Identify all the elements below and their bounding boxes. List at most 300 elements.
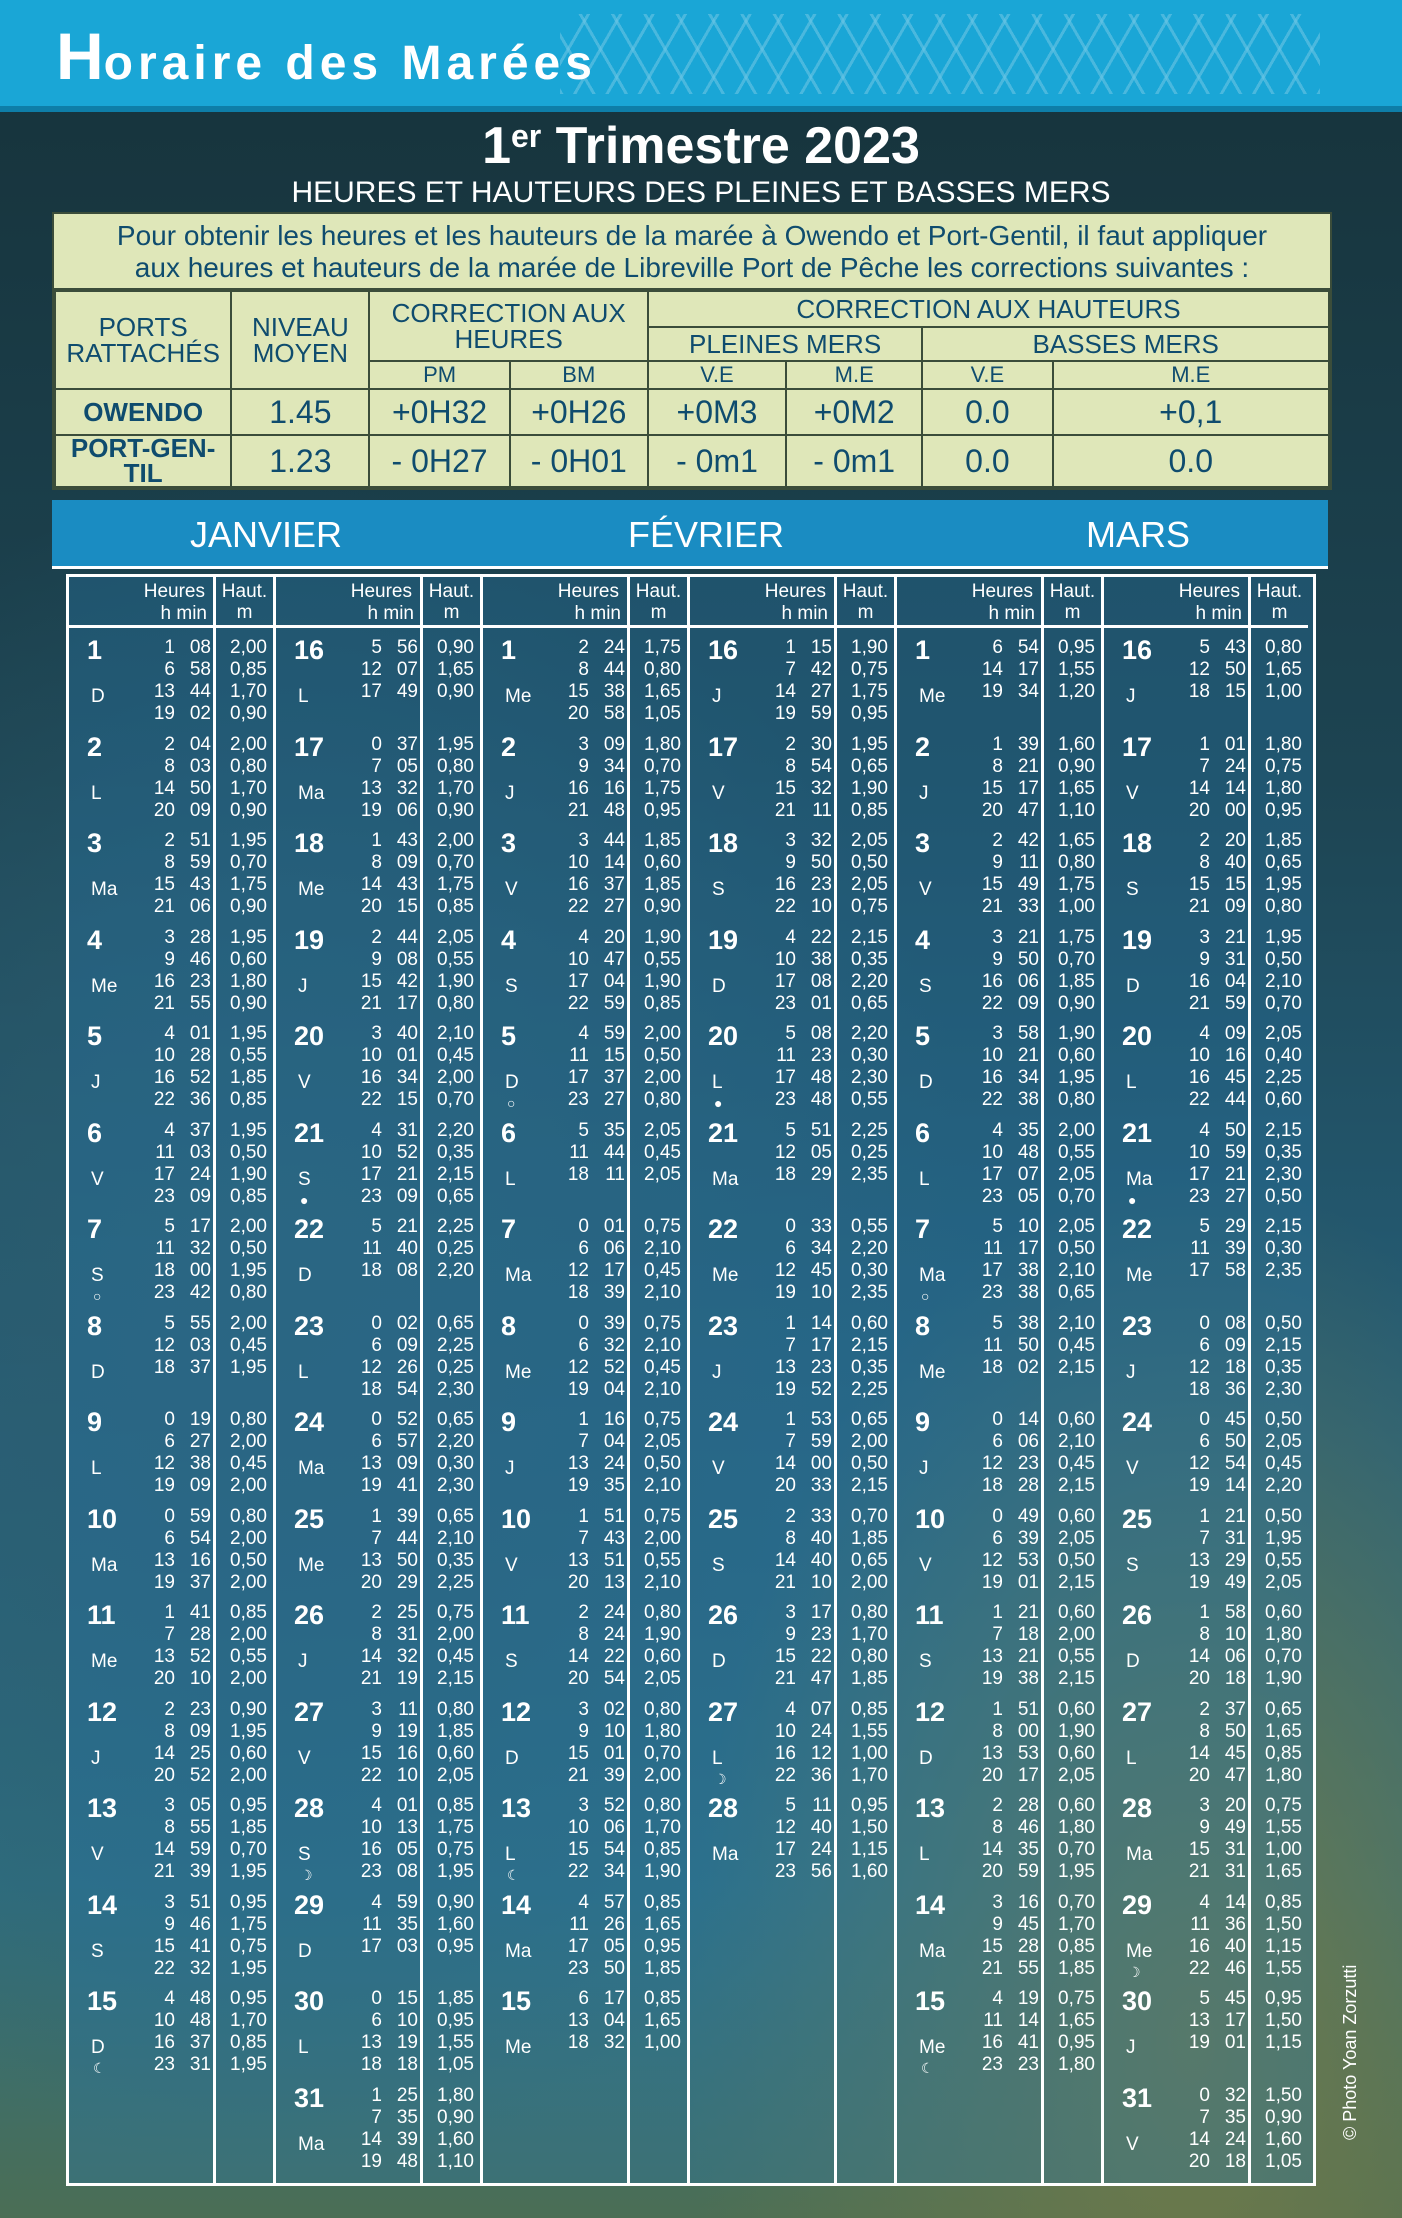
day-entry bbox=[897, 1403, 1101, 1500]
day-entry bbox=[1104, 1693, 1308, 1790]
tide-minute: 42 bbox=[810, 659, 832, 680]
tide-hour: 4 bbox=[992, 1119, 1003, 1141]
weekday: Ma bbox=[298, 1458, 325, 1479]
tide-height: 0,50 bbox=[1265, 948, 1302, 970]
tide-row bbox=[1154, 896, 1350, 918]
tide-row bbox=[1154, 1431, 1350, 1453]
weekday: Ma bbox=[505, 1940, 532, 1962]
day-entry bbox=[483, 1693, 687, 1790]
tide-minute: 17 bbox=[1017, 659, 1039, 680]
tide-height: 0,55 bbox=[1058, 1141, 1095, 1163]
tide-minute: 09 bbox=[396, 1334, 418, 1356]
weekday: S bbox=[712, 1554, 725, 1576]
tide-minute: 11 bbox=[605, 1163, 625, 1185]
day-entry bbox=[69, 1210, 273, 1307]
tide-height: 2,30 bbox=[1265, 1378, 1302, 1400]
haut-label: Haut. bbox=[1256, 581, 1303, 602]
weekday: D bbox=[91, 686, 105, 707]
tide-minute: 52 bbox=[396, 1409, 418, 1430]
tide-minute: 39 bbox=[396, 2128, 418, 2150]
heures-label: Heures bbox=[1178, 581, 1240, 602]
day-entry bbox=[690, 631, 894, 728]
day-number: 19 bbox=[294, 924, 325, 955]
tide-minute: 37 bbox=[603, 874, 625, 895]
tide-minute: 35 bbox=[603, 1475, 625, 1496]
tide-hour: 9 bbox=[785, 852, 796, 873]
weekday: S bbox=[712, 879, 725, 900]
tide-height: 1,95 bbox=[1265, 926, 1302, 948]
tide-hour: 2 bbox=[371, 1602, 382, 1623]
header-bar bbox=[0, 0, 1402, 112]
tide-minute: 34 bbox=[1017, 1067, 1039, 1088]
day-entry bbox=[69, 1017, 273, 1114]
tide-height: 0,60 bbox=[1058, 1602, 1095, 1623]
tide-hour: 14 bbox=[360, 1646, 382, 1667]
tide-hour: 10 bbox=[153, 2010, 175, 2031]
weekday: L bbox=[712, 1747, 723, 1769]
tide-hour: 1 bbox=[371, 2084, 382, 2106]
tide-hour: 1 bbox=[992, 1698, 1003, 1720]
tide-height: 2,10 bbox=[644, 1238, 681, 1259]
tide-hour: 0 bbox=[1199, 1312, 1210, 1334]
tide-hour: 11 bbox=[569, 1913, 589, 1935]
tide-minute: 58 bbox=[189, 659, 211, 680]
tide-hour: 6 bbox=[578, 1334, 589, 1356]
tide-minute: 35 bbox=[1017, 1119, 1039, 1141]
tide-minute: 01 bbox=[1224, 2032, 1246, 2053]
tide-hour: 0 bbox=[371, 733, 382, 755]
tide-height: 1,80 bbox=[1265, 777, 1302, 799]
tide-height: 0,95 bbox=[230, 1795, 267, 1816]
tide-minute: 46 bbox=[1224, 1957, 1246, 1979]
tide-hour: 23 bbox=[360, 1185, 382, 1207]
tide-height: 0,85 bbox=[851, 1698, 888, 1720]
tide-height: 1,05 bbox=[437, 2054, 474, 2075]
tide-hour: 19 bbox=[1188, 1571, 1210, 1593]
tide-hour: 2 bbox=[371, 926, 382, 948]
tide-minute: 59 bbox=[189, 1839, 211, 1860]
tide-row bbox=[1154, 756, 1350, 778]
tide-height: 1,70 bbox=[851, 1624, 888, 1645]
month-mars: MARS bbox=[1086, 514, 1191, 555]
tide-hour: 4 bbox=[1199, 1119, 1210, 1141]
tide-hour: 2 bbox=[785, 1505, 796, 1527]
tide-hour: 0 bbox=[578, 1312, 589, 1334]
tide-height: 0,95 bbox=[437, 2010, 474, 2031]
tide-hour: 19 bbox=[981, 1571, 1003, 1593]
tide-minute: 55 bbox=[189, 992, 211, 1014]
weekday: S bbox=[91, 1940, 104, 1962]
tide-minute: 16 bbox=[189, 1549, 211, 1571]
tide-height: 0,90 bbox=[230, 799, 267, 821]
day-entry bbox=[690, 1500, 894, 1597]
tide-minute: 08 bbox=[189, 637, 211, 658]
tide-hour: 13 bbox=[567, 1549, 589, 1571]
tide-minute: 17 bbox=[1017, 1764, 1039, 1786]
tide-row bbox=[1154, 830, 1350, 852]
weekday: L bbox=[298, 1361, 309, 1383]
weekday: L bbox=[505, 1168, 516, 1190]
tide-height: 1,95 bbox=[230, 830, 267, 851]
tide-minute: 33 bbox=[810, 1475, 832, 1496]
tide-minute: 31 bbox=[1224, 1527, 1246, 1549]
tide-height: 1,80 bbox=[644, 1720, 681, 1742]
tide-height: 0,50 bbox=[1265, 1409, 1302, 1430]
tide-height: 0,75 bbox=[644, 1216, 681, 1237]
tide-row bbox=[1154, 1186, 1350, 1208]
day-entry bbox=[69, 1982, 273, 2079]
day-number: 19 bbox=[708, 924, 739, 955]
tide-minute: 31 bbox=[396, 1119, 418, 1141]
tide-minute: 59 bbox=[603, 1023, 625, 1044]
tide-height: 2,10 bbox=[437, 1023, 474, 1044]
tide-height: 1,60 bbox=[1265, 2128, 1302, 2150]
tide-minute: 05 bbox=[189, 1795, 211, 1816]
tide-minute: 17 bbox=[603, 1260, 625, 1281]
tide-minute: 48 bbox=[1017, 1141, 1039, 1163]
tide-minute: 39 bbox=[396, 1505, 418, 1527]
tide-minute: 14 bbox=[1224, 1891, 1246, 1913]
tide-hour: 19 bbox=[567, 1475, 589, 1496]
tide-minute: 06 bbox=[603, 1238, 625, 1259]
tide-hour: 10 bbox=[360, 1045, 382, 1066]
day-number: 20 bbox=[708, 1021, 739, 1051]
tide-height: 2,15 bbox=[1058, 1571, 1095, 1593]
tide-minute: 46 bbox=[189, 1913, 211, 1935]
tide-height: 0,50 bbox=[1265, 1185, 1302, 1207]
tide-minute: 06 bbox=[1224, 1646, 1246, 1667]
day-entry bbox=[69, 728, 273, 825]
tide-height: 0,55 bbox=[851, 1089, 888, 1110]
month-bar bbox=[52, 500, 1328, 569]
tide-height: 1,85 bbox=[1058, 970, 1095, 992]
hmin-label: h min bbox=[367, 603, 414, 624]
tide-height: 2,15 bbox=[1058, 1356, 1095, 1378]
tide-height: 0,75 bbox=[644, 1409, 681, 1430]
tide-height: 2,05 bbox=[1265, 1023, 1302, 1044]
day-entry bbox=[276, 1693, 480, 1790]
tide-hour: 12 bbox=[360, 1356, 382, 1378]
tide-row bbox=[1154, 949, 1350, 971]
tide-hour: 2 bbox=[992, 1795, 1003, 1816]
tide-height: 2,10 bbox=[1265, 970, 1302, 992]
tide-height: 0,45 bbox=[644, 1260, 681, 1281]
tide-minute: 21 bbox=[1224, 1505, 1246, 1527]
tide-height: 2,20 bbox=[851, 1238, 888, 1259]
tide-hour: 17 bbox=[1188, 1163, 1210, 1185]
tide-hour: 13 bbox=[1188, 2010, 1210, 2031]
tide-height: 2,10 bbox=[644, 1282, 681, 1303]
tide-minute: 35 bbox=[1017, 1839, 1039, 1860]
tide-hour: 21 bbox=[1188, 992, 1210, 1014]
tide-height: 0,50 bbox=[644, 1045, 681, 1066]
tide-row bbox=[1154, 1892, 1350, 1914]
tide-hour: 16 bbox=[153, 2032, 175, 2053]
tide-height: 0,85 bbox=[1265, 1742, 1302, 1764]
tide-hour: 18 bbox=[981, 1356, 1003, 1378]
tide-minute: 27 bbox=[603, 896, 625, 917]
tide-minute: 32 bbox=[603, 1334, 625, 1356]
day-number: 22 bbox=[1122, 1214, 1153, 1244]
m-label: m bbox=[1271, 602, 1288, 623]
tide-height: 0,95 bbox=[851, 1795, 888, 1816]
tide-hour: 12 bbox=[153, 1334, 175, 1356]
tide-height: 1,50 bbox=[851, 1817, 888, 1838]
day-entry bbox=[69, 1789, 273, 1886]
tide-minute: 21 bbox=[1224, 926, 1246, 948]
weekday: Me bbox=[712, 1265, 739, 1286]
tide-minute: 31 bbox=[1224, 948, 1246, 970]
tide-hour: 12 bbox=[153, 1453, 175, 1474]
tide-hour: 16 bbox=[567, 874, 589, 895]
tide-minute: 37 bbox=[1224, 1698, 1246, 1720]
day-entry bbox=[690, 1210, 894, 1307]
tide-hour: 12 bbox=[1188, 1356, 1210, 1378]
haut-label: Haut. bbox=[635, 581, 682, 602]
tide-height: 0,75 bbox=[437, 1602, 474, 1623]
tide-hour: 8 bbox=[164, 1720, 175, 1742]
tide-hour: 9 bbox=[992, 948, 1003, 970]
tide-height: 2,35 bbox=[851, 1163, 888, 1185]
tide-minute: 08 bbox=[396, 1861, 418, 1882]
tide-hour: 4 bbox=[164, 1023, 175, 1044]
tide-hour: 8 bbox=[164, 852, 175, 873]
tide-hour: 17 bbox=[981, 1163, 1003, 1185]
tide-minute: 40 bbox=[1224, 852, 1246, 873]
weekday: Ma bbox=[1126, 1168, 1153, 1190]
tide-hour: 21 bbox=[981, 896, 1003, 917]
tide-height: 0,50 bbox=[644, 1453, 681, 1474]
tide-minute: 38 bbox=[189, 1453, 211, 1474]
tide-minute: 10 bbox=[810, 1282, 832, 1303]
weekday: L bbox=[712, 1072, 723, 1093]
tide-hour: 23 bbox=[774, 1861, 796, 1882]
tide-hour: 6 bbox=[992, 1527, 1003, 1549]
tide-height: 1,50 bbox=[1265, 2084, 1302, 2106]
tide-hour: 11 bbox=[155, 1238, 175, 1259]
tide-height: 0,70 bbox=[644, 1742, 681, 1764]
tide-minute: 04 bbox=[603, 970, 625, 992]
day-entry bbox=[1104, 1500, 1308, 1597]
day-entry bbox=[276, 1886, 480, 1983]
tide-height: 0,60 bbox=[1058, 1742, 1095, 1764]
tide-hour: 14 bbox=[1188, 1742, 1210, 1764]
day-number: 25 bbox=[1122, 1503, 1153, 1534]
tide-height: 0,65 bbox=[851, 1409, 888, 1430]
tide-minute: 14 bbox=[1017, 1409, 1039, 1430]
tide-minute: 51 bbox=[810, 1119, 832, 1141]
weekday: D bbox=[1126, 1651, 1140, 1672]
tide-hour: 4 bbox=[578, 1891, 589, 1913]
tide-hour: 4 bbox=[371, 1891, 382, 1913]
tide-height: 1,95 bbox=[230, 1119, 267, 1141]
tide-height: 2,00 bbox=[230, 733, 267, 755]
day-number: 13 bbox=[501, 1793, 532, 1823]
tide-height: 1,10 bbox=[1058, 799, 1095, 821]
tide-height: 1,80 bbox=[1265, 1624, 1302, 1645]
tide-minute: 09 bbox=[396, 852, 418, 873]
tide-hour: 14 bbox=[774, 1549, 796, 1571]
weekday: J bbox=[919, 1458, 929, 1479]
tide-height: 2,00 bbox=[230, 1668, 267, 1689]
day-number: 15 bbox=[501, 1986, 532, 2016]
header-bs-ve: V.E bbox=[922, 361, 1052, 389]
tide-hour: 10 bbox=[567, 948, 589, 970]
tide-row bbox=[1154, 2129, 1350, 2151]
tide-minute: 22 bbox=[810, 926, 832, 948]
day-number: 31 bbox=[1122, 2082, 1153, 2113]
tide-minute: 37 bbox=[189, 1119, 211, 1141]
tide-height: 0,35 bbox=[1265, 1141, 1302, 1163]
day-entry bbox=[483, 1307, 687, 1404]
tide-height: 0,65 bbox=[1265, 1698, 1302, 1720]
weekday: D bbox=[505, 1072, 519, 1093]
tide-minute: 28 bbox=[189, 1624, 211, 1645]
header-niveau: NIVEAU MOYEN bbox=[231, 291, 369, 389]
tide-hour: 19 bbox=[153, 703, 175, 724]
tide-hour: 13 bbox=[360, 1549, 382, 1571]
tide-height: 1,65 bbox=[1058, 2010, 1095, 2031]
tide-height: 0,85 bbox=[851, 799, 888, 821]
moon-phase-icon: ● bbox=[714, 1095, 723, 1111]
tide-height: 2,15 bbox=[1265, 1334, 1302, 1356]
weekday: D bbox=[712, 1651, 726, 1672]
heures-label: Heures bbox=[143, 581, 205, 602]
moon-phase-icon: ○ bbox=[921, 1288, 930, 1304]
tide-height: 1,95 bbox=[230, 1720, 267, 1742]
tide-height: 0,80 bbox=[851, 1602, 888, 1623]
weekday: V bbox=[1126, 1458, 1139, 1479]
tide-height: 1,80 bbox=[1058, 1817, 1095, 1838]
day-entry bbox=[897, 728, 1101, 825]
tide-hour: 15 bbox=[567, 1839, 589, 1860]
tide-minute: 07 bbox=[396, 659, 418, 680]
tide-minute: 08 bbox=[810, 970, 832, 992]
tide-height: 0,60 bbox=[1058, 1409, 1095, 1430]
tide-minute: 12 bbox=[810, 1742, 832, 1764]
tide-minute: 52 bbox=[810, 1378, 832, 1400]
tide-height: 1,50 bbox=[1265, 1913, 1302, 1935]
tide-hour: 19 bbox=[360, 799, 382, 821]
tide-hour: 11 bbox=[569, 1045, 589, 1066]
tide-hour: 18 bbox=[774, 1163, 796, 1185]
tide-height: 0,75 bbox=[437, 1839, 474, 1860]
tide-height: 2,10 bbox=[644, 1378, 681, 1400]
weekday: S bbox=[1126, 1554, 1139, 1576]
haut-label: Haut. bbox=[842, 581, 889, 602]
tide-height: 0,45 bbox=[437, 1045, 474, 1066]
tide-minute: 37 bbox=[189, 1356, 211, 1378]
tide-hour: 13 bbox=[981, 1646, 1003, 1667]
tide-height: 0,50 bbox=[230, 1141, 267, 1163]
tide-height: 0,90 bbox=[230, 992, 267, 1014]
tide-hour: 3 bbox=[578, 733, 589, 755]
tide-height: 1,65 bbox=[1058, 830, 1095, 851]
tide-height: 1,65 bbox=[644, 2010, 681, 2031]
tide-height: 0,75 bbox=[1058, 1988, 1095, 2009]
tide-hour: 20 bbox=[360, 1571, 382, 1593]
tide-hour: 5 bbox=[785, 1023, 796, 1044]
tide-minute: 35 bbox=[396, 1913, 418, 1935]
tide-height: 0,90 bbox=[230, 896, 267, 917]
tide-height: 0,30 bbox=[851, 1045, 888, 1066]
tide-minute: 47 bbox=[603, 948, 625, 970]
day-number: 28 bbox=[1122, 1793, 1153, 1823]
tide-row bbox=[1154, 1142, 1350, 1164]
tide-height: 0,95 bbox=[644, 799, 681, 821]
tide-height: 0,45 bbox=[230, 1334, 267, 1356]
tide-height: 2,10 bbox=[644, 1571, 681, 1593]
weekday: V bbox=[298, 1747, 311, 1769]
tide-minute: 23 bbox=[1017, 1453, 1039, 1474]
day-number: 17 bbox=[1122, 731, 1153, 762]
tide-height: 0,90 bbox=[644, 896, 681, 917]
tide-height: 1,75 bbox=[1058, 874, 1095, 895]
weekday: Me bbox=[919, 686, 946, 707]
tide-height: 1,80 bbox=[1058, 2054, 1095, 2075]
tide-minute: 14 bbox=[603, 852, 625, 873]
correction-table bbox=[54, 290, 1330, 488]
day-number: 15 bbox=[87, 1986, 118, 2016]
tide-minute: 38 bbox=[603, 681, 625, 702]
tide-height: 0,60 bbox=[851, 1312, 888, 1334]
tide-height: 1,60 bbox=[851, 1861, 888, 1882]
tide-height: 0,85 bbox=[230, 659, 267, 680]
weekday: Me bbox=[1126, 1265, 1153, 1286]
header-bs-me: M.E bbox=[1053, 361, 1330, 389]
day-entry bbox=[483, 921, 687, 1018]
tide-height: 0,50 bbox=[1058, 1238, 1095, 1259]
weekday: Ma bbox=[91, 879, 118, 900]
tide-height: 0,50 bbox=[851, 852, 888, 873]
tide-height: 1,00 bbox=[851, 1742, 888, 1764]
weekday: D bbox=[712, 975, 726, 997]
tide-height: 1,55 bbox=[1265, 1957, 1302, 1979]
moon-phase-icon: ● bbox=[300, 1191, 309, 1208]
tide-hour: 12 bbox=[774, 1141, 796, 1163]
tide-hour: 15 bbox=[981, 777, 1003, 799]
tide-minute: 46 bbox=[1017, 1817, 1039, 1838]
tide-height: 2,00 bbox=[644, 1764, 681, 1786]
haut-label: Haut. bbox=[428, 581, 475, 602]
day-number: 1 bbox=[915, 635, 931, 665]
tide-minute: 28 bbox=[1017, 1935, 1039, 1957]
tide-hour: 7 bbox=[785, 1431, 796, 1452]
tide-minute: 01 bbox=[1224, 733, 1246, 755]
tide-row bbox=[1154, 2032, 1350, 2054]
tide-minute: 18 bbox=[1224, 2150, 1246, 2172]
tide-hour: 21 bbox=[360, 992, 382, 1014]
day-number: 23 bbox=[294, 1310, 325, 1341]
day-number: 25 bbox=[294, 1503, 325, 1534]
tide-hour: 17 bbox=[774, 1067, 796, 1088]
tide-height: 2,00 bbox=[851, 1431, 888, 1452]
weekday: Ma bbox=[712, 1168, 739, 1190]
tide-hour: 21 bbox=[153, 992, 175, 1014]
tide-height: 0,65 bbox=[437, 1185, 474, 1207]
tide-minute: 50 bbox=[1224, 659, 1246, 680]
tide-height: 0,60 bbox=[644, 852, 681, 873]
moon-phase-icon: ☾ bbox=[93, 2060, 106, 2076]
day-number: 26 bbox=[1122, 1600, 1153, 1630]
tide-hour: 16 bbox=[360, 1839, 382, 1860]
haut-label: Haut. bbox=[1049, 581, 1096, 602]
tide-minute: 14 bbox=[1224, 1475, 1246, 1496]
day-column bbox=[897, 577, 1104, 2183]
tide-minute: 24 bbox=[810, 1839, 832, 1860]
tide-minute: 40 bbox=[810, 1817, 832, 1838]
tide-minute: 01 bbox=[396, 1045, 418, 1066]
